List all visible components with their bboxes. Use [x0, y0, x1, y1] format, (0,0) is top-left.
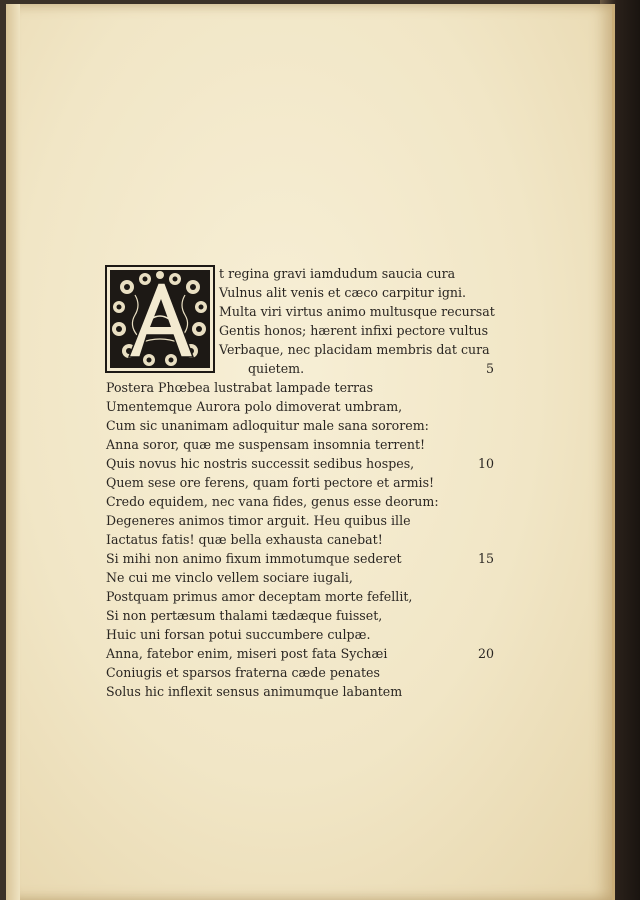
poem-line-15: Si mihi non animo fixum immotumque sederet	[106, 551, 402, 566]
line-number: 10	[477, 456, 494, 471]
poem-line-19: Huic uni forsan potui succumbere culpæ.	[106, 627, 371, 642]
line-number: 20	[477, 646, 494, 661]
poem-line-5: Verbaque, nec placidam membris dat cura	[219, 342, 490, 357]
poem-line-14: Iactatus fatis! quæ bella exhausta canebat!	[106, 532, 383, 547]
poem-line-3: Multa viri virtus animo multusque recursat	[219, 304, 495, 319]
poem-line-13: Degeneres animos timor arguit. Heu quibus ille	[106, 513, 411, 528]
poem-line-16: Ne cui me vinclo vellem sociare iugali,	[106, 570, 353, 585]
drop-cap-initial	[105, 265, 215, 373]
poem-line-2: Vulnus alit venis et cæco carpitur igni.	[219, 285, 467, 300]
poem-line-7: Umentemque Aurora polo dimoverat umbram,	[106, 399, 403, 414]
poem-line-4: Gentis honos; hærent infixi pectore vultus	[219, 323, 489, 338]
poem-line-18: Si non pertæsum thalami tædæque fuisset,	[106, 608, 383, 623]
poem-line-22: Solus hic inflexit sensus animumque labantem	[106, 684, 403, 699]
line-number: 15	[477, 551, 494, 566]
poem-line-21: Coniugis et sparsos fraterna cæde penates	[106, 665, 380, 680]
poem-line-1: t regina gravi iamdudum saucia cura	[219, 266, 456, 281]
poem-line-8: Cum sic unanimam adloquitur male sana sororem:	[106, 418, 429, 433]
poem-line-11: Quem sese ore ferens, quam forti pectore et armis!	[106, 475, 435, 490]
poem-line-10: Quis novus hic nostris successit sedibus hospes,	[106, 456, 415, 471]
poem-line-6: Postera Phœbea lustrabat lampade terras	[106, 380, 374, 395]
poem-line-20: Anna, fatebor enim, miseri post fata Sychæi	[106, 646, 388, 661]
poem-line-17: Postquam primus amor deceptam morte fefellit,	[106, 589, 413, 604]
poem-line-5-continuation: quietem.	[248, 361, 305, 376]
poem-line-9: Anna soror, quæ me suspensam insomnia terrent!	[106, 437, 426, 452]
poem-line-12: Credo equidem, nec vana fides, genus esse deorum:	[106, 494, 439, 509]
line-number: 5	[485, 361, 494, 376]
page-gutter-edge	[6, 4, 20, 900]
